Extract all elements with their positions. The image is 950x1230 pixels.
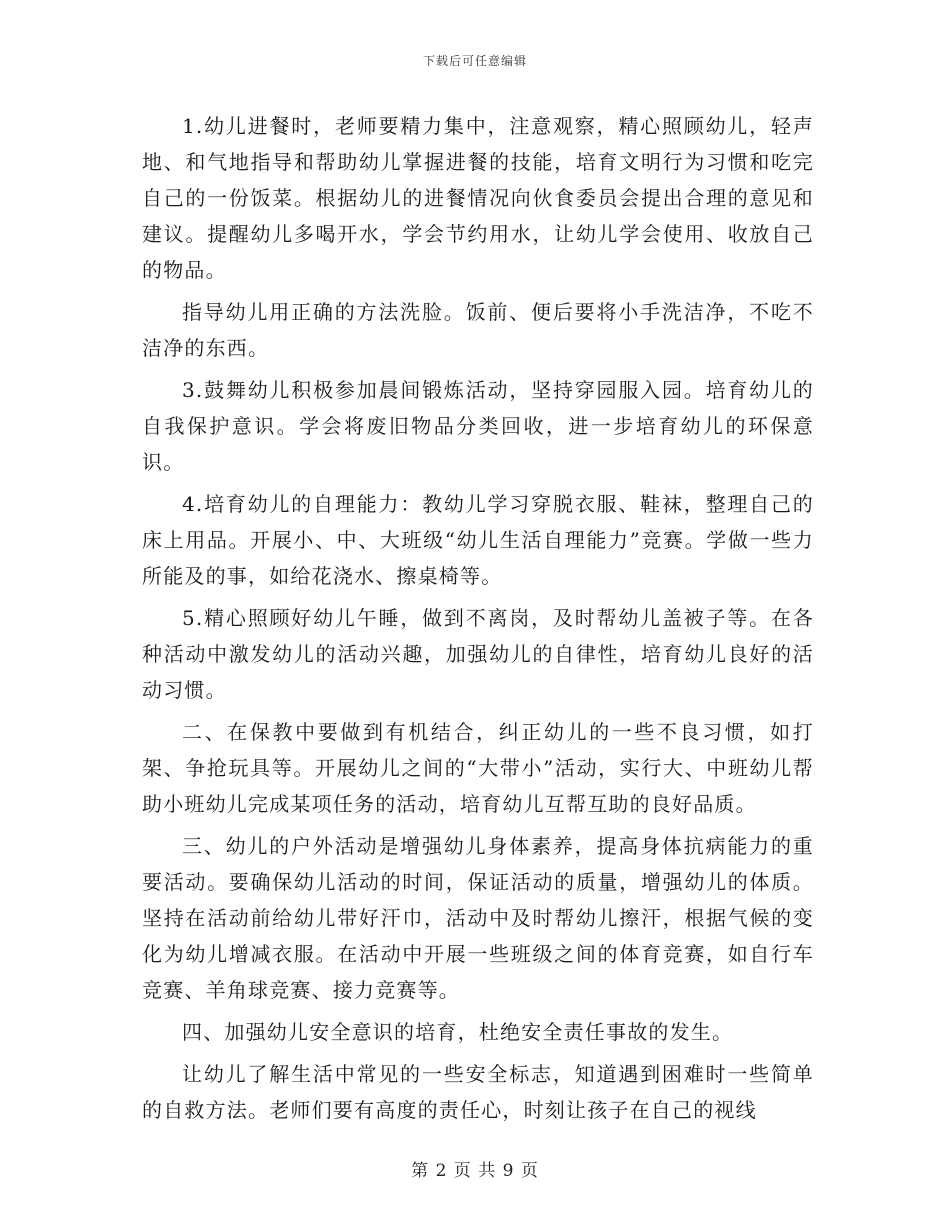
- paragraph-3: 3.鼓舞幼儿积极参加晨间锻炼活动，坚持穿园服入园。培育幼儿的自我保护意识。学会将废旧物品分类回收，进一步培育幼儿的环保意识。: [142, 378, 814, 474]
- header-note: 下载后可任意编辑: [422, 54, 527, 68]
- paragraph-8: 四、加强幼儿安全意识的培育，杜绝安全责任事故的发生。: [182, 1020, 734, 1044]
- paragraph-4: 4.培育幼儿的自理能力：教幼儿学习穿脱衣服、鞋袜，整理自己的床上用品。开展小、中、大班级“幼儿生活自理能力”竞赛。学做一些力所能及的事，如给花浇水、擦桌椅等。: [142, 492, 814, 588]
- paragraph-9: 让幼儿了解生活中常见的一些安全标志，知道遇到困难时一些简单的自救方法。老师们要有高度的责任心，时刻让孩子在自己的视线: [142, 1062, 814, 1122]
- paragraph-5: 5.精心照顾好幼儿午睡，做到不离岗，及时帮幼儿盖被子等。在各种活动中激发幼儿的活动兴趣，加强幼儿的自律性，培育幼儿良好的活动习惯。: [142, 606, 814, 702]
- document-body: [142, 108, 814, 1134]
- paragraph-1: 1.幼儿进餐时，老师要精力集中，注意观察，精心照顾幼儿，轻声地、和气地指导和帮助幼儿掌握进餐的技能，培育文明行为习惯和吃完自己的一份饭菜。根据幼儿的进餐情况向伙食委员会提出合理的意见和建议。提醒幼儿多喝开水，学会节约用水，让幼儿学会使用、收放自己的物品。: [142, 114, 814, 282]
- paragraph-7: 三、幼儿的户外活动是增强幼儿身体素养，提高身体抗病能力的重要活动。要确保幼儿活动的时间，保证活动的质量，增强幼儿的体质。坚持在活动前给幼儿带好汗巾，活动中及时帮幼儿擦汗，根据气候的变化为幼儿增减衣服。在活动中开展一些班级之间的体育竞赛，如自行车竞赛、羊角球竞赛、接力竞赛等。: [142, 834, 814, 1002]
- paragraph-6: 二、在保教中要做到有机结合，纠正幼儿的一些不良习惯，如打架、争抢玩具等。开展幼儿之间的“大带小”活动，实行大、中班幼儿帮助小班幼儿完成某项任务的活动，培育幼儿互帮互助的良好品质。: [142, 720, 814, 816]
- page-number: 第 2 页 共 9 页: [411, 1161, 539, 1181]
- paragraph-2: 指导幼儿用正确的方法洗脸。饭前、便后要将小手洗洁净，不吃不洁净的东西。: [142, 300, 814, 360]
